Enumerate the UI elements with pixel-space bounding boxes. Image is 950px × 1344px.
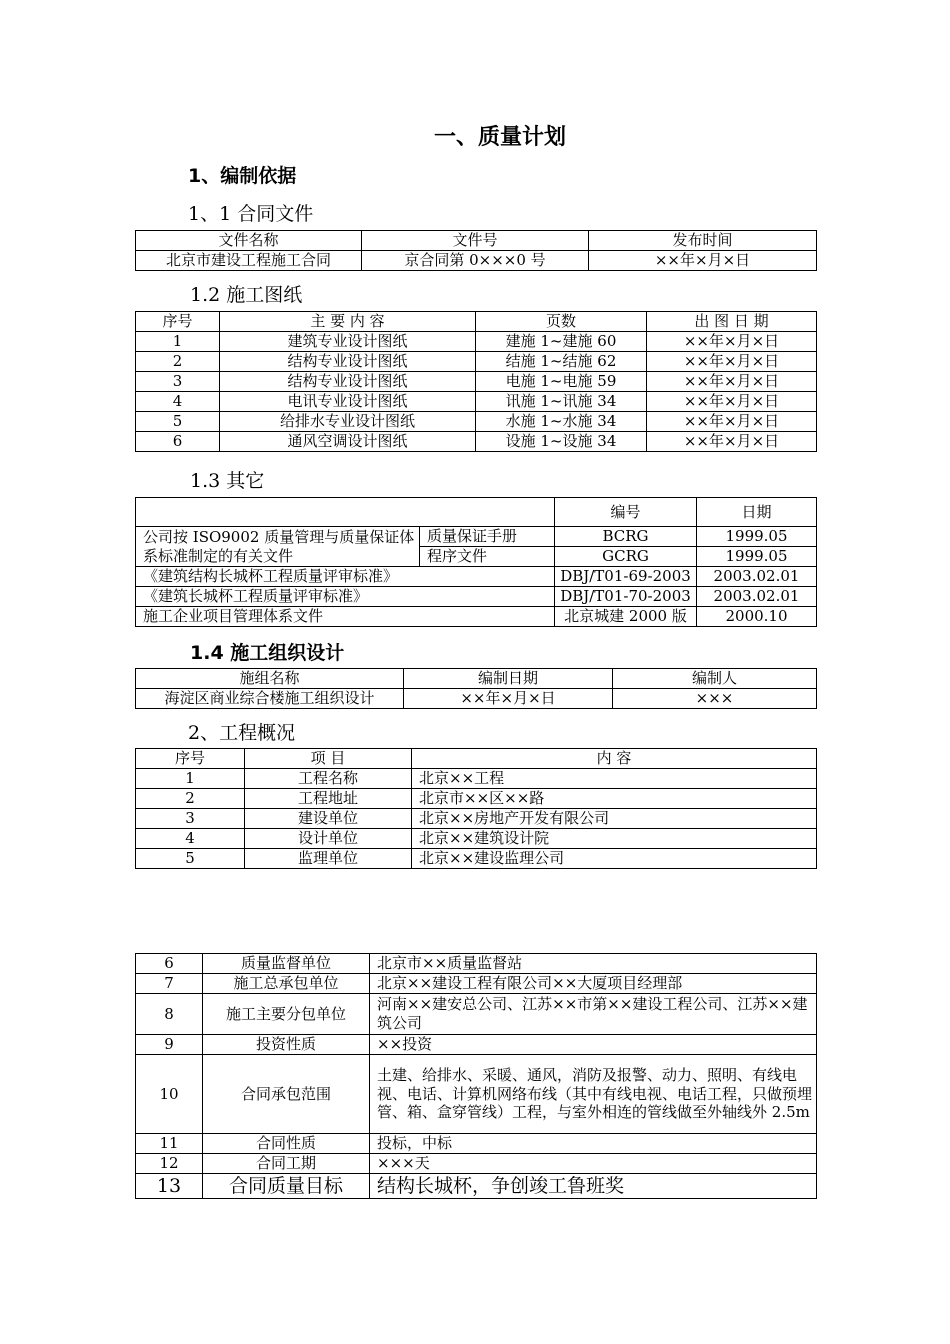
column-header: 序号 [136,312,220,332]
table-row [136,332,817,352]
table-row [136,1055,817,1134]
design-heading: 1.4 施工组织设计 [190,642,345,664]
table-row [136,392,817,412]
table-cell: 设施 1~设施 34 [476,432,647,452]
table-row [136,587,817,607]
column-header: 编号 [555,498,697,527]
table-row [136,607,817,627]
table-cell: ××年×月×日 [647,372,817,392]
table-cell: 4 [136,392,220,412]
table-cell: 建筑专业设计图纸 [220,332,476,352]
table-cell: 北京××建筑设计院 [412,829,817,849]
column-header: 发布时间 [589,231,817,251]
table-cell: 施工总承包单位 [203,974,370,994]
others-heading: 1.3 其它 [190,470,265,492]
table-cell: 土建、给排水、采暖、通风，消防及报警、动力、照明、有线电视、电话、计算机网络布线（其中有线电视、电话工程，只做预埋管、箱、盒穿管线）工程，与室外相连的管线做至外轴线外 2.5m [370,1055,817,1134]
column-header: 文件名称 [136,231,362,251]
overview-table [135,748,817,869]
table-cell: ××年×月×日 [647,332,817,352]
table-row [136,251,817,271]
section1-heading: 1、编制依据 [188,165,297,187]
table-cell: 11 [136,1134,203,1154]
table-cell: 合同质量目标 [203,1174,370,1199]
table-cell: 通风空调设计图纸 [220,432,476,452]
table-cell: 电施 1~电施 59 [476,372,647,392]
table-cell: 京合同第 0×××0 号 [362,251,589,271]
table-cell: DBJ/T01-69-2003 [555,567,697,587]
table-cell: ××投资 [370,1035,817,1055]
group-label-cell: 公司按 ISO9002 质量管理与质量保证体系标准制定的有关文件 [136,527,420,567]
column-header: 施组名称 [136,669,404,689]
column-header: 出 图 日 期 [647,312,817,332]
table-cell: 结构长城杯，争创竣工鲁班奖 [370,1174,817,1199]
table-cell: 2 [136,352,220,372]
column-header: 项 目 [245,749,412,769]
table-cell: 工程地址 [245,789,412,809]
others-table [135,497,817,627]
contract-table [135,230,817,271]
table-cell: 建施 1~建施 60 [476,332,647,352]
table-row [136,567,817,587]
table-cell: 给排水专业设计图纸 [220,412,476,432]
table-cell: 结构专业设计图纸 [220,372,476,392]
table-header-row [136,312,817,332]
table-cell: 13 [136,1174,203,1199]
section2-heading: 2、工程概况 [188,722,296,744]
table-cell: 北京××房地产开发有限公司 [412,809,817,829]
table-cell: 《建筑结构长城杯工程质量评审标准》 [136,567,555,587]
table-cell: 2000.10 [697,607,817,627]
table-cell: GCRG [555,547,697,567]
table-row [136,527,817,547]
column-header: 文件号 [362,231,589,251]
column-header: 日期 [697,498,817,527]
table-header-row [136,669,817,689]
table-cell: 北京××工程 [412,769,817,789]
table-cell: 合同承包范围 [203,1055,370,1134]
table-cell: 工程名称 [245,769,412,789]
table-cell: ××年×月×日 [647,352,817,372]
table-cell: 5 [136,849,245,869]
table-cell: DBJ/T01-70-2003 [555,587,697,607]
column-header: 主 要 内 容 [220,312,476,332]
table-cell: 1 [136,769,245,789]
table-row [136,412,817,432]
table-cell: 结构专业设计图纸 [220,352,476,372]
table-cell: 电讯专业设计图纸 [220,392,476,412]
table-cell: 水施 1~水施 34 [476,412,647,432]
table-cell: ××年×月×日 [404,689,613,709]
table-cell: 6 [136,432,220,452]
table-cell: ××年×月×日 [647,412,817,432]
table-cell: BCRG [555,527,697,547]
table-cell: 2 [136,789,245,809]
table-cell: 北京城建 2000 版 [555,607,697,627]
table-row [136,432,817,452]
table-cell: 质量监督单位 [203,954,370,974]
column-header: 页数 [476,312,647,332]
table-cell: 7 [136,974,203,994]
table-cell: 结施 1~结施 62 [476,352,647,372]
table-cell: 北京××建设监理公司 [412,849,817,869]
table-cell: 河南××建安总公司、江苏××市第××建设工程公司、江苏××建筑公司 [370,994,817,1035]
table-row [136,974,817,994]
page-title: 一、质量计划 [433,125,566,150]
table-row [136,1035,817,1055]
table-cell: 12 [136,1154,203,1174]
table-row [136,1154,817,1174]
table-cell: 合同工期 [203,1154,370,1174]
table-cell: 施工企业项目管理体系文件 [136,607,555,627]
table-cell: 1 [136,332,220,352]
table-header-row [136,231,817,251]
table-row [136,994,817,1035]
table-header-row [136,498,817,527]
table-cell: ××年×月×日 [589,251,817,271]
table-cell: 海淀区商业综合楼施工组织设计 [136,689,404,709]
column-header: 编制日期 [404,669,613,689]
contract-heading: 1、1 合同文件 [188,203,314,225]
table-row [136,954,817,974]
table-cell: 6 [136,954,203,974]
table-cell: 合同性质 [203,1134,370,1154]
table-cell: 1999.05 [697,527,817,547]
table-cell: 设计单位 [245,829,412,849]
column-header: 序号 [136,749,245,769]
table-cell: 8 [136,994,203,1035]
empty-header-cell [136,498,555,527]
column-header: 内 容 [412,749,817,769]
table-cell: 质量保证手册 [420,527,555,547]
drawings-table [135,311,817,452]
table-cell: 3 [136,372,220,392]
table-cell: 北京市建设工程施工合同 [136,251,362,271]
table-row [136,849,817,869]
table-cell: 2003.02.01 [697,567,817,587]
table-cell: 北京市××质量监督站 [370,954,817,974]
drawings-heading: 1.2 施工图纸 [190,284,303,306]
table-cell: 4 [136,829,245,849]
table-row [136,352,817,372]
table-cell: 北京××建设工程有限公司××大厦项目经理部 [370,974,817,994]
table-cell: 建设单位 [245,809,412,829]
table-cell: ××年×月×日 [647,432,817,452]
table-header-row [136,749,817,769]
table-cell: 讯施 1~讯施 34 [476,392,647,412]
table-cell: 10 [136,1055,203,1134]
table-cell: 《建筑长城杯工程质量评审标准》 [136,587,555,607]
table-cell: 9 [136,1035,203,1055]
table-cell: 2003.02.01 [697,587,817,607]
table-cell: 5 [136,412,220,432]
table-row [136,769,817,789]
table-cell: 投资性质 [203,1035,370,1055]
overview-table-continued [135,953,817,1199]
table-row [136,689,817,709]
column-header: 编制人 [613,669,817,689]
table-row [136,789,817,809]
table-row [136,372,817,392]
table-cell: ××年×月×日 [647,392,817,412]
table-row [136,829,817,849]
table-row [136,809,817,829]
table-cell: ××× [613,689,817,709]
table-cell: 程序文件 [420,547,555,567]
table-cell: ×××天 [370,1154,817,1174]
table-cell: 监理单位 [245,849,412,869]
table-row [136,1134,817,1154]
design-table [135,668,817,709]
table-row [136,1174,817,1199]
table-cell: 1999.05 [697,547,817,567]
table-cell: 施工主要分包单位 [203,994,370,1035]
table-cell: 3 [136,809,245,829]
table-cell: 北京市××区××路 [412,789,817,809]
table-cell: 投标，中标 [370,1134,817,1154]
